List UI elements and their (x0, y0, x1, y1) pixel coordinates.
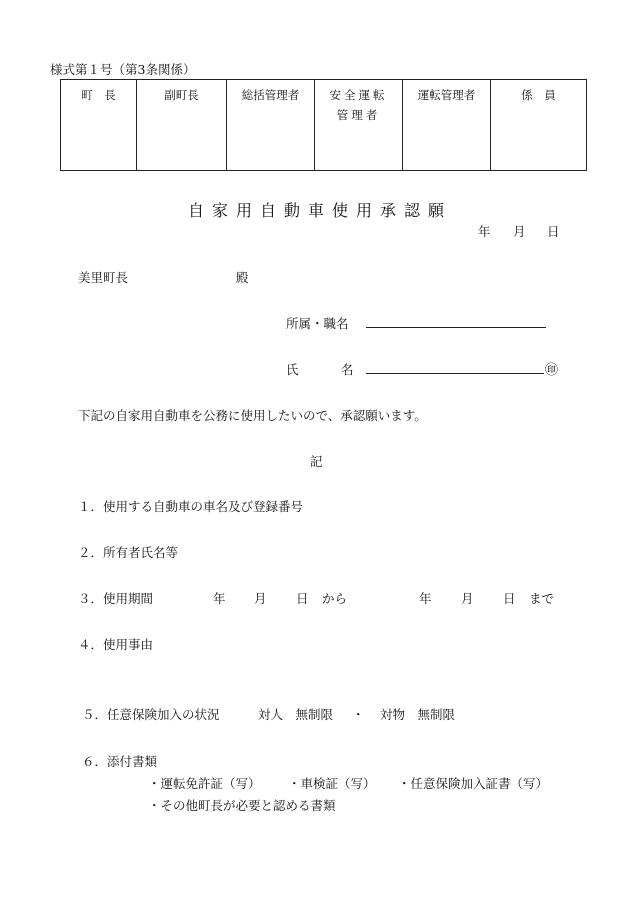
item-3-label: ３．使用期間 (78, 591, 154, 606)
approval-cell-driving-manager (403, 80, 491, 171)
item-1-vehicle-name: １．使用する自動車の車名及び登録番号 (78, 499, 304, 514)
attachment-inspection-certificate: ・車検証（写） (288, 776, 376, 791)
name-label-part2: 名 (341, 362, 354, 377)
item-3-year-start: 年 (213, 591, 226, 606)
item-3-year-end: 年 (419, 591, 432, 606)
item-3-day-end: 日 (503, 591, 516, 606)
date-day: 日 (547, 224, 560, 239)
approval-label-safety-manager: 安全運転 管理者 (329, 88, 388, 122)
attachment-other: ・その他町長が必要と認める書類 (148, 798, 336, 813)
affiliation-label: 所属・職名 (286, 316, 349, 331)
item-3-month-start: 月 (254, 591, 267, 606)
approval-cell-safety-manager (315, 80, 403, 171)
approval-label-general-manager: 総括管理者 (241, 88, 300, 102)
seal-icon: ㊞ (545, 363, 559, 378)
item-3-month-end: 月 (461, 591, 474, 606)
addressee-honorific: 殿 (236, 270, 249, 285)
ki-heading: 記 (310, 454, 323, 469)
attachment-insurance-certificate: ・任意保険加入証書（写） (398, 776, 549, 791)
item-3-day-start: 日 (296, 591, 309, 606)
document-title: 自家用自動車使用承認願 (188, 201, 453, 220)
item-2-owner-name: ２．所有者氏名等 (78, 545, 179, 560)
item-6-label: ６．添付書類 (82, 754, 158, 769)
attachment-license: ・運転免許証（写） (148, 776, 261, 791)
item-5-property-coverage: 対物 無制限 (380, 707, 456, 722)
request-sentence: 下記の自家用自動車を公務に使用したいので、承認願います。 (78, 408, 427, 423)
approval-label-staff: 係 員 (521, 88, 556, 102)
item-5-separator: ・ (352, 707, 365, 722)
date-month: 月 (513, 224, 526, 239)
item-4-purpose: ４．使用事由 (78, 637, 154, 652)
affiliation-field[interactable] (366, 327, 546, 328)
form-number: 様式第１号（第3条関係） (50, 62, 196, 77)
item-3-to: まで (529, 591, 555, 606)
approval-label-driving-manager: 運転管理者 (417, 88, 476, 102)
approval-stamp-table (60, 79, 587, 171)
approval-label-mayor: 町 長 (81, 88, 116, 102)
item-3-from: から (322, 591, 348, 606)
date-year: 年 (478, 224, 491, 239)
approval-cell-staff (491, 80, 587, 171)
approval-cell-mayor (61, 80, 137, 171)
approval-cell-general-manager (227, 80, 315, 171)
approval-label-deputy-mayor: 副町長 (164, 88, 199, 102)
item-5-person-coverage: 対人 無制限 (258, 707, 334, 722)
approval-cell-deputy-mayor (137, 80, 227, 171)
addressee-name: 美里町長 (78, 270, 129, 285)
name-field[interactable] (366, 373, 544, 374)
name-label-part1: 氏 (286, 362, 299, 377)
item-5-label: ５．任意保険加入の状況 (82, 707, 220, 722)
